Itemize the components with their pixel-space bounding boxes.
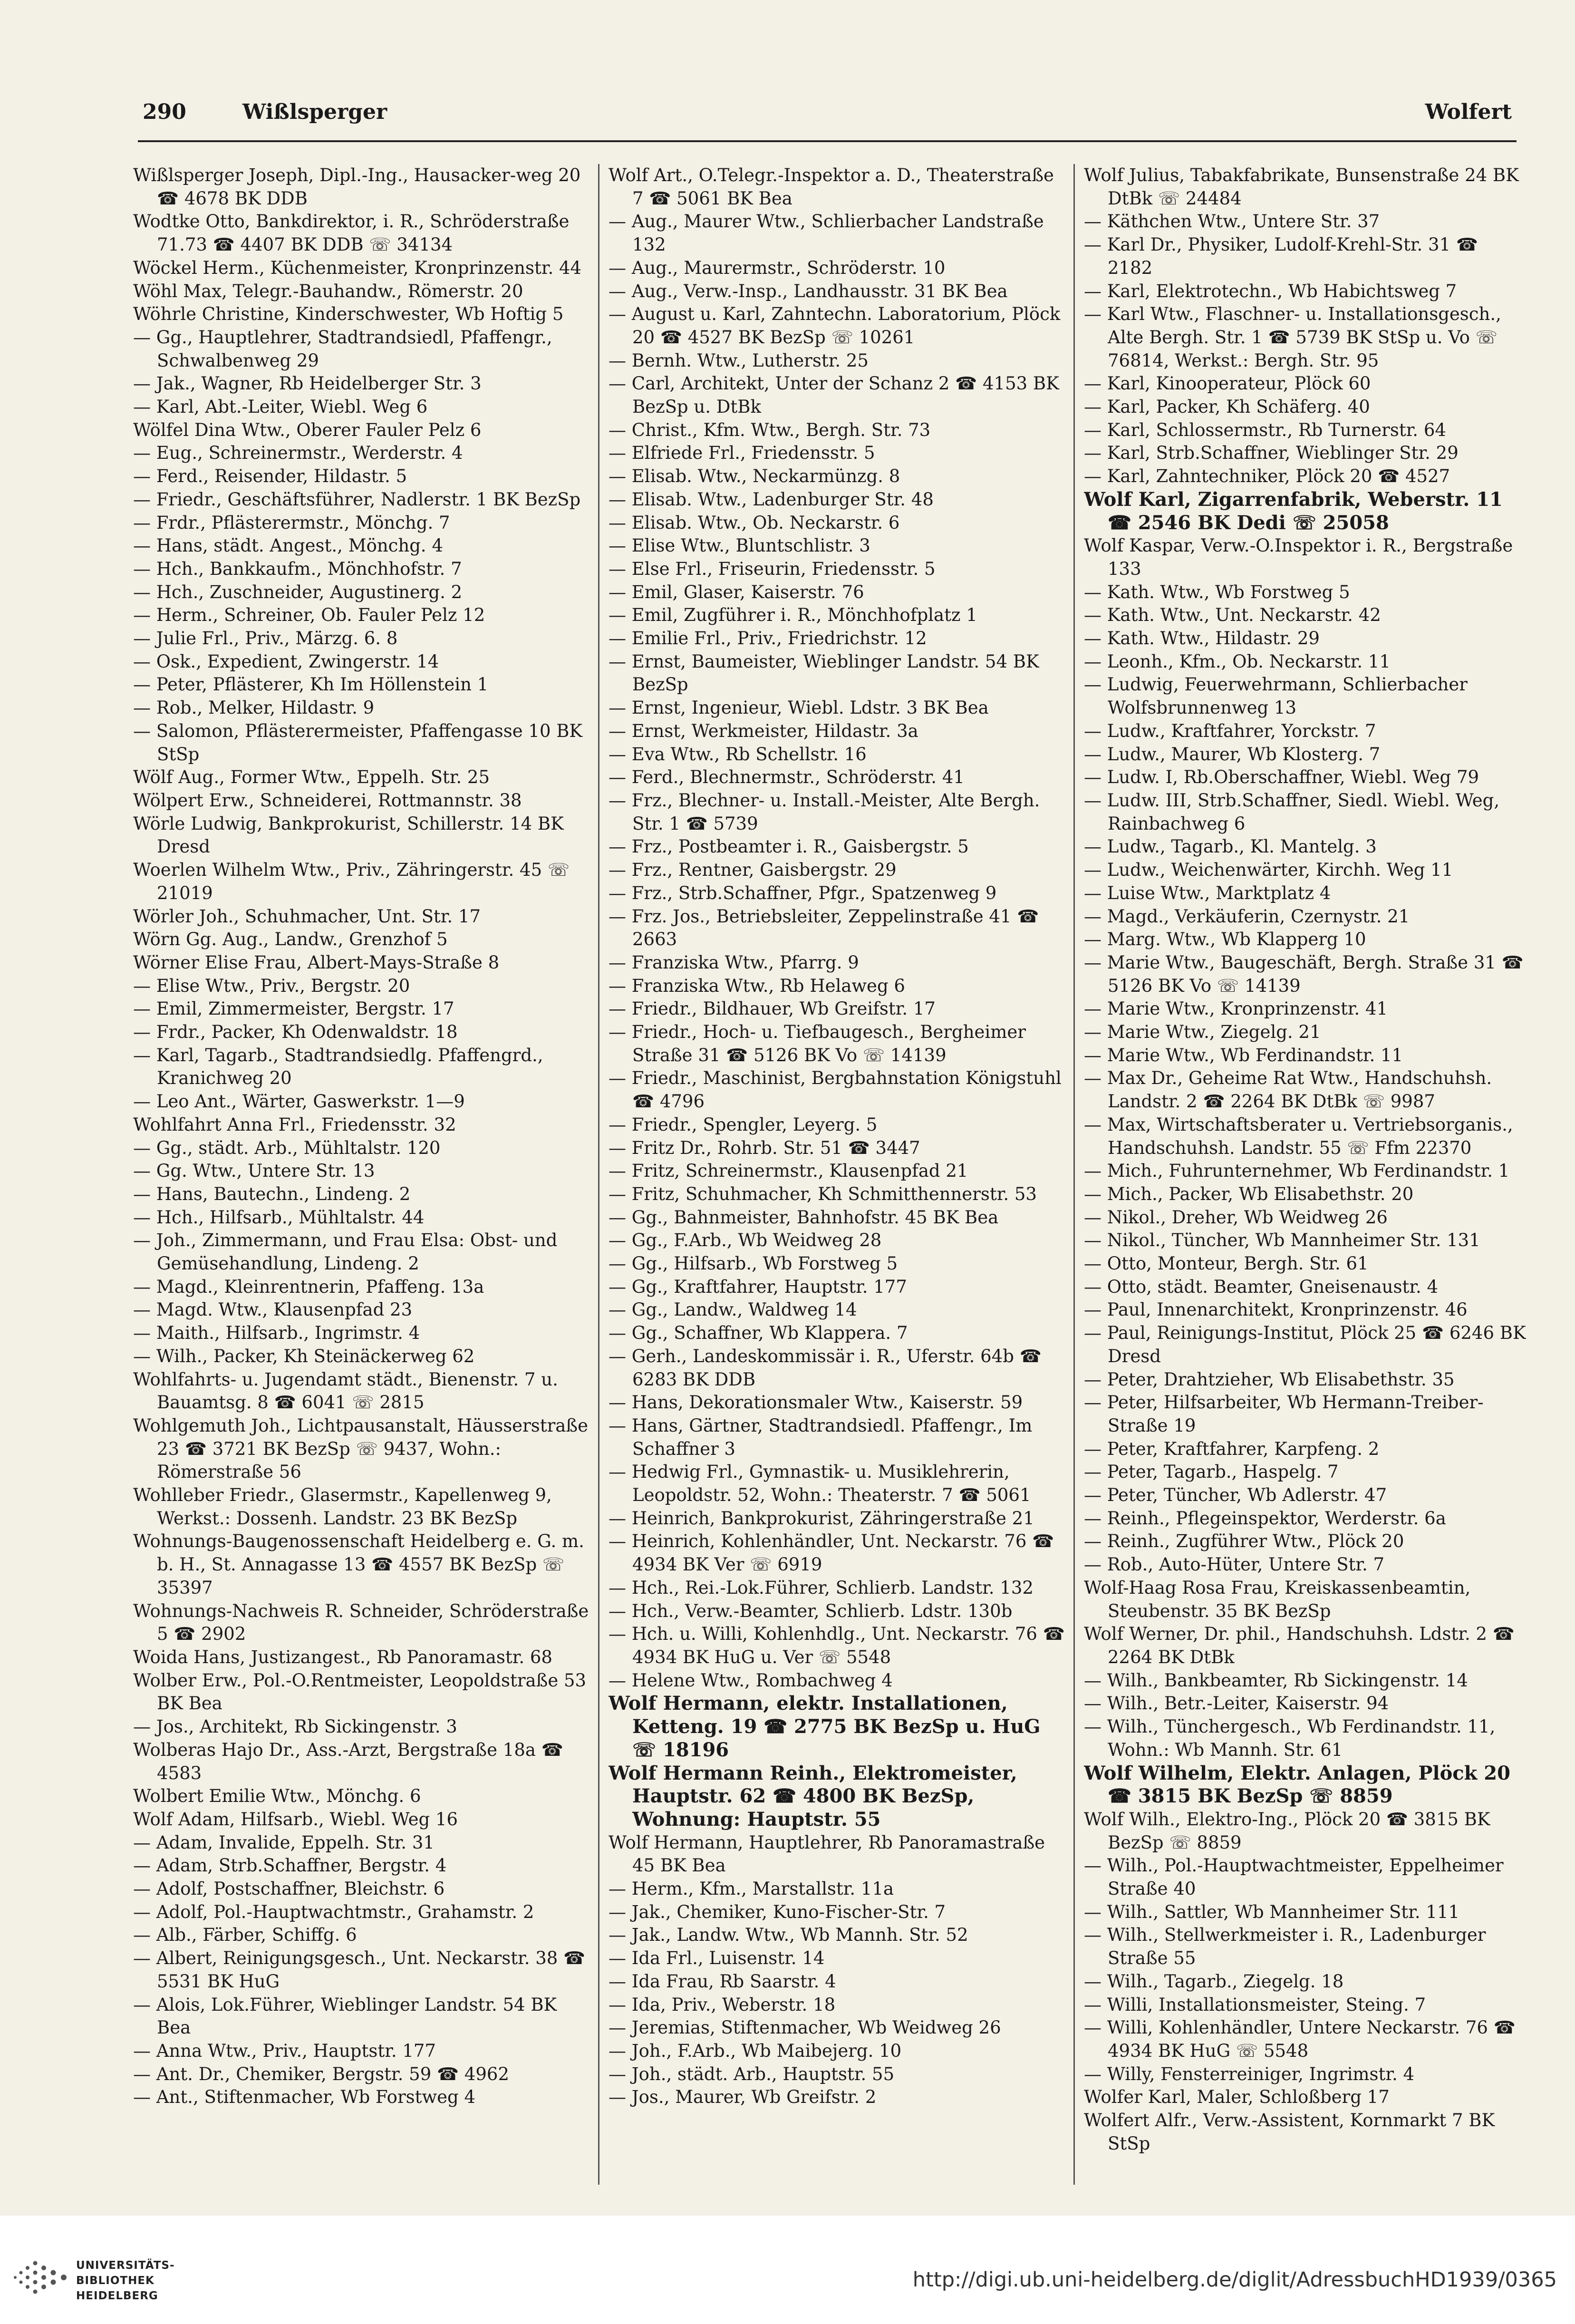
directory-entry: Wöhrle Christine, Kinderschwester, Wb Hoftig 5 [133,304,564,325]
directory-entry: — Ludwig, Feuerwehrmann, Schlierbacher Wolfsbrunnenweg 13 [1084,674,1468,718]
library-name-line-1: UNIVERSITÄTS- [76,2259,175,2272]
directory-entry: Wolf Wilhelm, Elektr. Anlagen, Plöck 20 ☎ 3815 BK BezSp ☏ 8859 [1084,1762,1510,1808]
directory-entry: — Ida, Priv., Weberstr. 18 [609,1994,836,2015]
directory-entry: — Fritz, Schreinermstr., Klausenpfad 21 [609,1161,968,1181]
directory-entry: Wißlsperger Joseph, Dipl.-Ing., Hausacker-weg 20 ☎ 4678 BK DDB [133,165,581,209]
directory-entry: — Joh., Zimmermann, und Frau Elsa: Obst- und Gemüsehandlung, Lindeng. 2 [133,1230,558,1274]
column-2 [609,164,1065,2185]
directory-entry: — Karl, Zahntechniker, Plöck 20 ☎ 4527 [1084,466,1450,487]
directory-entry: — Heinrich, Kohlenhändler, Unt. Neckarstr. 76 ☎ 4934 BK Ver ☏ 6919 [609,1531,1054,1575]
directory-entry: — Wilh., Betr.-Leiter, Kaiserstr. 94 [1084,1693,1389,1714]
directory-entry: — Marie Wtw., Kronprinzenstr. 41 [1084,998,1388,1019]
directory-entry: — Peter, Tagarb., Haspelg. 7 [1084,1462,1339,1482]
directory-entry: — Magd. Wtw., Klausenpfad 23 [133,1299,413,1320]
directory-entry: — Elise Wtw., Priv., Bergstr. 20 [133,975,410,996]
directory-entry: Wohnungs-Baugenossenschaft Heidelberg e. G. m. b. H., St. Annagasse 13 ☎ 4557 BK BezSp ☏ 35397 [133,1531,584,1598]
directory-entry: Wohnungs-Nachweis R. Schneider, Schröderstraße 5 ☎ 2902 [133,1600,589,1645]
directory-entry: Wöhl Max, Telegr.-Bauhandw., Römerstr. 20 [133,281,523,301]
directory-entry: Wolberas Hajo Dr., Ass.-Arzt, Bergstraße 18a ☎ 4583 [133,1739,563,1783]
directory-entry: Wölf Aug., Former Wtw., Eppelh. Str. 25 [133,767,490,788]
directory-entry: — Karl, Packer, Kh Schäferg. 40 [1084,397,1370,417]
directory-entry: — Gg., städt. Arb., Mühltalstr. 120 [133,1137,441,1158]
source-url-link[interactable]: http://digi.ub.uni-heidelberg.de/diglit/AdressbuchHD1939/0365 [912,2268,1557,2292]
directory-entry: — Franziska Wtw., Rb Helaweg 6 [609,975,905,996]
directory-entry: Wolf Hermann, Hauptlehrer, Rb Panoramastraße 45 BK Bea [609,1832,1045,1876]
directory-entry: — Frz., Postbeamter i. R., Gaisbergstr. 5 [609,836,969,857]
directory-entry: — Gg., Landw., Waldweg 14 [609,1299,857,1320]
library-name-line-2: BIBLIOTHEK [76,2275,155,2287]
directory-entry: — Else Frl., Friseurin, Friedensstr. 5 [609,558,936,579]
directory-entry: — Julie Frl., Priv., Märzg. 6. 8 [133,628,398,649]
directory-entry: — Jak., Chemiker, Kuno-Fischer-Str. 7 [609,1901,946,1922]
directory-entry: — Aug., Maurer Wtw., Schlierbacher Landstraße 132 [609,211,1044,255]
directory-entry: — Emil, Zimmermeister, Bergstr. 17 [133,998,454,1019]
directory-entry: — Paul, Innenarchitekt, Kronprinzenstr. 46 [1084,1299,1468,1320]
directory-entry: — Hch., Verw.-Beamter, Schlierb. Ldstr. 130b [609,1600,1013,1621]
directory-entry: — Alois, Lok.Führer, Wieblinger Landstr. 54 BK Bea [133,1994,557,2038]
directory-entry: — Hch. u. Willi, Kohlenhdlg., Unt. Neckarstr. 76 ☎ 4934 BK HuG u. Ver ☏ 5548 [609,1624,1065,1667]
directory-entry: — Emil, Glaser, Kaiserstr. 76 [609,581,864,602]
directory-entry: — Herm., Kfm., Marstallstr. 11a [609,1879,894,1899]
running-head-left: Wißlsperger [242,100,387,124]
directory-entry: — Otto, städt. Beamter, Gneisenaustr. 4 [1084,1276,1439,1297]
directory-entry: — Marie Wtw., Baugeschäft, Bergh. Straße 31 ☎ 5126 BK Vo ☏ 14139 [1084,952,1524,996]
directory-entry: — Hch., Zuschneider, Augustinerg. 2 [133,581,463,602]
directory-entry: — Ludw., Tagarb., Kl. Mantelg. 3 [1084,836,1377,857]
directory-entry: — Elise Wtw., Bluntschlistr. 3 [609,535,870,556]
directory-entry: — Ida Frau, Rb Saarstr. 4 [609,1971,836,1992]
directory-entry: — Jak., Landw. Wtw., Wb Mannh. Str. 52 [609,1925,968,1946]
directory-entry: — Adam, Strb.Schaffner, Bergstr. 4 [133,1855,447,1876]
directory-entry: — Karl Wtw., Flaschner- u. Installationsgesch., Alte Bergh. Str. 1 ☎ 5739 BK StSp u. Vo ☏ 76814, Werkst.: Bergh. Str. 95 [1084,304,1501,371]
directory-entry: — Max, Wirtschaftsberater u. Vertriebsorganis., Handschuhsh. Landstr. 55 ☏ Ffm 22370 [1084,1114,1513,1158]
directory-entry: Wolf Karl, Zigarrenfabrik, Weberstr. 11 ☎ 2546 BK Dedi ☏ 25058 [1084,488,1503,534]
directory-entry: Wolf Adam, Hilfsarb., Wiebl. Weg 16 [133,1809,458,1830]
directory-entry: — Karl, Strb.Schaffner, Wieblinger Str. 29 [1084,443,1459,464]
directory-entry: Wolf-Haag Rosa Frau, Kreiskassenbeamtin, Steubenstr. 35 BK BezSp [1084,1577,1471,1621]
directory-entry: Wolf Julius, Tabakfabrikate, Bunsenstraße 24 BK DtBk ☏ 24484 [1084,165,1519,209]
directory-entry: — Gg., Schaffner, Wb Klappera. 7 [609,1323,908,1344]
directory-entry: — Christ., Kfm. Wtw., Bergh. Str. 73 [609,419,931,440]
directory-entry: Wörler Joh., Schuhmacher, Unt. Str. 17 [133,906,481,927]
directory-entry: — Gerh., Landeskommissär i. R., Uferstr. 64b ☎ 6283 BK DDB [609,1346,1042,1390]
directory-entry: — Herm., Schreiner, Ob. Fauler Pelz 12 [133,605,485,626]
page-header [143,95,1512,133]
directory-entry: — Gg., Hauptlehrer, Stadtrandsiedl, Pfaffengr., Schwalbenweg 29 [133,327,552,371]
directory-entry: — Frz. Jos., Betriebsleiter, Zeppelinstraße 41 ☎ 2663 [609,906,1039,950]
directory-entry: — Peter, Kraftfahrer, Karpfeng. 2 [1084,1438,1380,1459]
directory-entry: — Ludw. III, Strb.Schaffner, Siedl. Wiebl. Weg, Rainbachweg 6 [1084,790,1500,834]
directory-entry: — Marie Wtw., Wb Ferdinandstr. 11 [1084,1045,1403,1065]
directory-entry: — Adolf, Postschaffner, Bleichstr. 6 [133,1879,445,1899]
directory-entry: — Nikol., Tüncher, Wb Mannheimer Str. 131 [1084,1230,1480,1251]
directory-entry: — Peter, Pflästerer, Kh Im Höllenstein 1 [133,674,489,695]
directory-entry: — Wilh., Tünchergesch., Wb Ferdinandstr. 11, Wohn.: Wb Mannh. Str. 61 [1084,1716,1496,1760]
running-head-right: Wolfert [1425,100,1512,124]
directory-entry: — Magd., Verkäuferin, Czernystr. 21 [1084,906,1410,927]
directory-entry: — Willi, Installationsmeister, Steing. 7 [1084,1994,1426,2015]
directory-entry: — Adolf, Pol.-Hauptwachtmstr., Grahamstr. 2 [133,1901,534,1922]
directory-entry: — Peter, Drahtzieher, Wb Elisabethstr. 35 [1084,1369,1455,1390]
directory-entry: — Jeremias, Stiftenmacher, Wb Weidweg 26 [609,2017,1001,2038]
directory-entry: Wolf Hermann, elektr. Installationen, Ketteng. 19 ☎ 2775 BK BezSp u. HuG ☏ 18196 [609,1692,1041,1761]
directory-entry: Wolf Hermann Reinh., Elektromeister, Hauptstr. 62 ☎ 4800 BK BezSp, Wohnung: Hauptstr. 55 [609,1762,1017,1830]
directory-entry: — Max Dr., Geheime Rat Wtw., Handschuhsh. Landstr. 2 ☎ 2264 BK DtBk ☏ 9987 [1084,1068,1492,1112]
directory-entry: Wohlfahrts- u. Jugendamt städt., Bienenstr. 7 u. Bauamtsg. 8 ☎ 6041 ☏ 2815 [133,1369,558,1413]
directory-entry: — Frz., Strb.Schaffner, Pfgr., Spatzenweg 9 [609,882,997,903]
directory-entry: — Frdr., Packer, Kh Odenwaldstr. 18 [133,1022,458,1043]
directory-entry: — Karl, Elektrotechn., Wb Habichtsweg 7 [1084,281,1457,301]
directory-entry: — Karl, Kinooperateur, Plöck 60 [1084,373,1371,394]
directory-entry: — Frz., Blechner- u. Install.-Meister, Alte Bergh. Str. 1 ☎ 5739 [609,790,1040,834]
directory-entry: — Gg. Wtw., Untere Str. 13 [133,1161,375,1181]
directory-entry: — Leonh., Kfm., Ob. Neckarstr. 11 [1084,651,1391,672]
column-3 [1084,164,1526,2185]
directory-entry: — Ant., Stiftenmacher, Wb Forstweg 4 [133,2087,476,2108]
directory-entry: — Eug., Schreinermstr., Werderstr. 4 [133,443,463,464]
directory-entry: — Otto, Monteur, Bergh. Str. 61 [1084,1253,1369,1274]
directory-entry: — Hch., Hilfsarb., Mühltalstr. 44 [133,1207,425,1228]
directory-entry: — Hch., Bankkaufm., Mönchhofstr. 7 [133,558,462,579]
directory-entry: — Käthchen Wtw., Untere Str. 37 [1084,211,1380,232]
directory-entry: Wolf Wilh., Elektro-Ing., Plöck 20 ☎ 3815 BK BezSp ☏ 8859 [1084,1809,1490,1853]
directory-entry: — Ida Frl., Luisenstr. 14 [609,1948,825,1969]
directory-entry: — Friedr., Maschinist, Bergbahnstation Königstuhl ☎ 4796 [609,1068,1062,1112]
directory-entry: — Nikol., Dreher, Wb Weidweg 26 [1084,1207,1388,1228]
directory-entry: — Adam, Invalide, Eppelh. Str. 31 [133,1832,435,1853]
directory-entry: — Rob., Auto-Hüter, Untere Str. 7 [1084,1554,1385,1575]
library-logo-icon [10,2256,72,2299]
directory-entry: — Aug., Verw.-Insp., Landhausstr. 31 BK Bea [609,281,1008,301]
directory-entry: — Gg., F.Arb., Wb Weidweg 28 [609,1230,882,1251]
directory-entry: — Wilh., Pol.-Hauptwachtmeister, Eppelheimer Straße 40 [1084,1855,1504,1899]
directory-entry: Wodtke Otto, Bankdirektor, i. R., Schröderstraße 71.73 ☎ 4407 BK DDB ☏ 34134 [133,211,570,255]
directory-entry: — Ernst, Werkmeister, Hildastr. 3a [609,720,918,741]
directory-entry: — Eva Wtw., Rb Schellstr. 16 [609,744,867,765]
directory-entry: — Magd., Kleinrentnerin, Pfaffeng. 13a [133,1276,484,1297]
directory-entry: — Osk., Expedient, Zwingerstr. 14 [133,651,439,672]
directory-entry: — Ernst, Baumeister, Wieblinger Landstr. 54 BK BezSp [609,651,1039,695]
library-name-line-3: HEIDELBERG [76,2290,158,2302]
directory-entry: — Heinrich, Bankprokurist, Zähringerstraße 21 [609,1508,1034,1529]
directory-entry: — Hans, Gärtner, Stadtrandsiedl. Pfaffengr., Im Schaffner 3 [609,1415,1033,1459]
directory-entry: — Peter, Hilfsarbeiter, Wb Hermann-Treiber-Straße 19 [1084,1392,1484,1436]
directory-entry: — Elisab. Wtw., Ladenburger Str. 48 [609,489,934,510]
directory-entry: Wohlgemuth Joh., Lichtpausanstalt, Häusserstraße 23 ☎ 3721 BK BezSp ☏ 9437, Wohn.: Römerstraße 56 [133,1415,588,1482]
directory-entry: — Hedwig Frl., Gymnastik- u. Musiklehrerin, Leopoldstr. 52, Wohn.: Theaterstr. 7 ☎ 5061 [609,1462,1031,1506]
directory-entry: — Hans, Bautechn., Lindeng. 2 [133,1183,411,1204]
directory-entry: — Anna Wtw., Priv., Hauptstr. 177 [133,2040,436,2061]
directory-entry: Wolfert Alfr., Verw.-Assistent, Kornmarkt 7 BK StSp [1084,2110,1495,2154]
directory-entry: Wohlfahrt Anna Frl., Friedensstr. 32 [133,1114,456,1135]
directory-entry: — Wilh., Sattler, Wb Mannheimer Str. 111 [1084,1901,1459,1922]
directory-entry: Woida Hans, Justizangest., Rb Panoramastr. 68 [133,1647,552,1667]
directory-entry: Wolfer Karl, Maler, Schloßberg 17 [1084,2087,1390,2108]
directory-entry: — Carl, Architekt, Unter der Schanz 2 ☎ 4153 BK BezSp u. DtBk [609,373,1059,417]
directory-entry: Wolbert Emilie Wtw., Mönchg. 6 [133,1786,421,1807]
directory-entry: Wörner Elise Frau, Albert-Mays-Straße 8 [133,952,500,973]
directory-entry: — Wilh., Stellwerkmeister i. R., Ladenburger Straße 55 [1084,1925,1486,1969]
directory-entry: — Elfriede Frl., Friedensstr. 5 [609,443,875,464]
directory-entry: — Frz., Rentner, Gaisbergstr. 29 [609,860,897,881]
footer-bar [0,2216,1575,2324]
directory-entry: — Friedr., Geschäftsführer, Nadlerstr. 1 BK BezSp [133,489,581,510]
directory-entry: — Joh., F.Arb., Wb Maibejerg. 10 [609,2040,902,2061]
header-rule [138,140,1517,142]
directory-entry: — Bernh. Wtw., Lutherstr. 25 [609,350,869,371]
directory-entry: — Elisab. Wtw., Neckarmünzg. 8 [609,466,900,487]
directory-entry: — Ferd., Blechnermstr., Schröderstr. 41 [609,767,965,788]
directory-entry: — Hans, städt. Angest., Mönchg. 4 [133,535,443,556]
directory-entry: — Ernst, Ingenieur, Wiebl. Ldstr. 3 BK Bea [609,697,989,718]
directory-entry: — Frdr., Pflästerermstr., Mönchg. 7 [133,512,450,533]
directory-entry: Wolf Art., O.Telegr.-Inspektor a. D., Theaterstraße 7 ☎ 5061 BK Bea [609,165,1054,209]
directory-entry: — Maith., Hilfsarb., Ingrimstr. 4 [133,1323,420,1344]
directory-entry: Wörn Gg. Aug., Landw., Grenzhof 5 [133,929,448,950]
directory-entry: — Karl, Schlossermstr., Rb Turnerstr. 64 [1084,419,1446,440]
directory-entry: — Luise Wtw., Marktplatz 4 [1084,882,1331,903]
directory-entry: — Friedr., Bildhauer, Wb Greifstr. 17 [609,998,936,1019]
directory-entry: — Paul, Reinigungs-Institut, Plöck 25 ☎ 6246 BK Dresd [1084,1323,1526,1366]
directory-entry: — Helene Wtw., Rombachweg 4 [609,1670,893,1691]
column-divider [1073,164,1075,2185]
directory-entry: — Hans, Dekorationsmaler Wtw., Kaiserstr. 59 [609,1392,1023,1413]
directory-entry: — Ferd., Reisender, Hildastr. 5 [133,466,407,487]
directory-entry: — Kath. Wtw., Wb Forstweg 5 [1084,581,1350,602]
directory-entry: — Jos., Architekt, Rb Sickingenstr. 3 [133,1716,457,1737]
directory-entry: — Elisab. Wtw., Ob. Neckarstr. 6 [609,512,900,533]
directory-entry: Wolf Werner, Dr. phil., Handschuhsh. Ldstr. 2 ☎ 2264 BK DtBk [1084,1624,1515,1667]
directory-entry: — Friedr., Hoch- u. Tiefbaugesch., Bergheimer Straße 31 ☎ 5126 BK Vo ☏ 14139 [609,1022,1026,1065]
directory-entry: — Albert, Reinigungsgesch., Unt. Neckarstr. 38 ☎ 5531 BK HuG [133,1948,586,1992]
directory-entry: — Ludw., Weichenwärter, Kirchh. Weg 11 [1084,860,1453,881]
directory-entry: Wölpert Erw., Schneiderei, Rottmannstr. 38 [133,790,522,811]
directory-entry: — Leo Ant., Wärter, Gaswerkstr. 1—9 [133,1091,465,1112]
directory-entry: — Peter, Tüncher, Wb Adlerstr. 47 [1084,1485,1387,1506]
directory-entry: — Franziska Wtw., Pfarrg. 9 [609,952,859,973]
directory-entry: — Hch., Rei.-Lok.Führer, Schlierb. Landstr. 132 [609,1577,1034,1598]
directory-entry: — Mich., Fuhrunternehmer, Wb Ferdinandstr. 1 [1084,1161,1510,1181]
directory-entry: — Kath. Wtw., Unt. Neckarstr. 42 [1084,605,1381,626]
directory-entry: — Wilh., Packer, Kh Steinäckerweg 62 [133,1346,475,1366]
directory-entry: — Jos., Maurer, Wb Greifstr. 2 [609,2087,877,2108]
directory-entry: — Karl Dr., Physiker, Ludolf-Krehl-Str. 31 ☎ 2182 [1084,234,1478,278]
directory-entry: — Willi, Kohlenhändler, Untere Neckarstr. 76 ☎ 4934 BK HuG ☏ 5548 [1084,2017,1516,2061]
directory-entry: — Willy, Fensterreiniger, Ingrimstr. 4 [1084,2063,1415,2084]
directory-entry: — Reinh., Zugführer Wtw., Plöck 20 [1084,1531,1404,1552]
directory-entry: — Mich., Packer, Wb Elisabethstr. 20 [1084,1183,1414,1204]
directory-entry: — Karl, Tagarb., Stadtrandsiedlg. Pfaffengrd., Kranichweg 20 [133,1045,543,1089]
column-divider [598,164,599,2185]
directory-entry: Wöckel Herm., Küchenmeister, Kronprinzenstr. 44 [133,257,582,278]
directory-entry: — Rob., Melker, Hildastr. 9 [133,697,375,718]
directory-entry: — Ludw. I, Rb.Oberschaffner, Wiebl. Weg 79 [1084,767,1479,788]
directory-entry: — Marie Wtw., Ziegelg. 21 [1084,1022,1321,1043]
directory-entry: — Gg., Hilfsarb., Wb Forstweg 5 [609,1253,898,1274]
directory-entry: — Fritz Dr., Rohrb. Str. 51 ☎ 3447 [609,1137,920,1158]
directory-entry: Wolber Erw., Pol.-O.Rentmeister, Leopoldstraße 53 BK Bea [133,1670,587,1714]
directory-entry: — Aug., Maurermstr., Schröderstr. 10 [609,257,946,278]
directory-entry: — Salomon, Pflästerermeister, Pfaffengasse 10 BK StSp [133,720,583,765]
directory-entry: — Jak., Wagner, Rb Heidelberger Str. 3 [133,373,482,394]
directory-entry: Woerlen Wilhelm Wtw., Priv., Zähringerstr. 45 ☏ 21019 [133,860,570,903]
column-1 [133,164,589,2185]
directory-entry: — August u. Karl, Zahntechn. Laboratorium, Plöck 20 ☎ 4527 BK BezSp ☏ 10261 [609,304,1061,348]
directory-entry: — Ludw., Maurer, Wb Klosterg. 7 [1084,744,1381,765]
directory-entry: Wohlleber Friedr., Glasermstr., Kapellenweg 9, Werkst.: Dossenh. Landstr. 23 BK BezSp [133,1485,552,1529]
directory-entry: Wölfel Dina Wtw., Oberer Fauler Pelz 6 [133,419,482,440]
directory-entry: — Ludw., Kraftfahrer, Yorckstr. 7 [1084,720,1376,741]
directory-entry: — Wilh., Tagarb., Ziegelg. 18 [1084,1971,1344,1992]
directory-entry: — Emil, Zugführer i. R., Mönchhofplatz 1 [609,605,977,626]
directory-entry: — Joh., städt. Arb., Hauptstr. 55 [609,2063,895,2084]
directory-entry: — Ant. Dr., Chemiker, Bergstr. 59 ☎ 4962 [133,2063,510,2084]
directory-entry: — Alb., Färber, Schiffg. 6 [133,1925,357,1946]
directory-entry: — Fritz, Schuhmacher, Kh Schmitthennerstr. 53 [609,1183,1037,1204]
directory-entry: — Gg., Bahnmeister, Bahnhofstr. 45 BK Bea [609,1207,999,1228]
page-number: 290 [143,100,186,124]
directory-entry: Wolf Kaspar, Verw.-O.Inspektor i. R., Bergstraße 133 [1084,535,1513,579]
directory-entry: — Gg., Kraftfahrer, Hauptstr. 177 [609,1276,907,1297]
directory-entry: — Wilh., Bankbeamter, Rb Sickingenstr. 14 [1084,1670,1468,1691]
directory-entry: — Karl, Abt.-Leiter, Wiebl. Weg 6 [133,397,428,417]
directory-entry: — Reinh., Pflegeinspektor, Werderstr. 6a [1084,1508,1446,1529]
directory-entry: — Friedr., Spengler, Leyerg. 5 [609,1114,878,1135]
directory-entry: — Kath. Wtw., Hildastr. 29 [1084,628,1320,649]
directory-entry: — Emilie Frl., Priv., Friedrichstr. 12 [609,628,927,649]
directory-entry: Wörle Ludwig, Bankprokurist, Schillerstr. 14 BK Dresd [133,813,564,857]
directory-entry: — Marg. Wtw., Wb Klapperg 10 [1084,929,1366,950]
